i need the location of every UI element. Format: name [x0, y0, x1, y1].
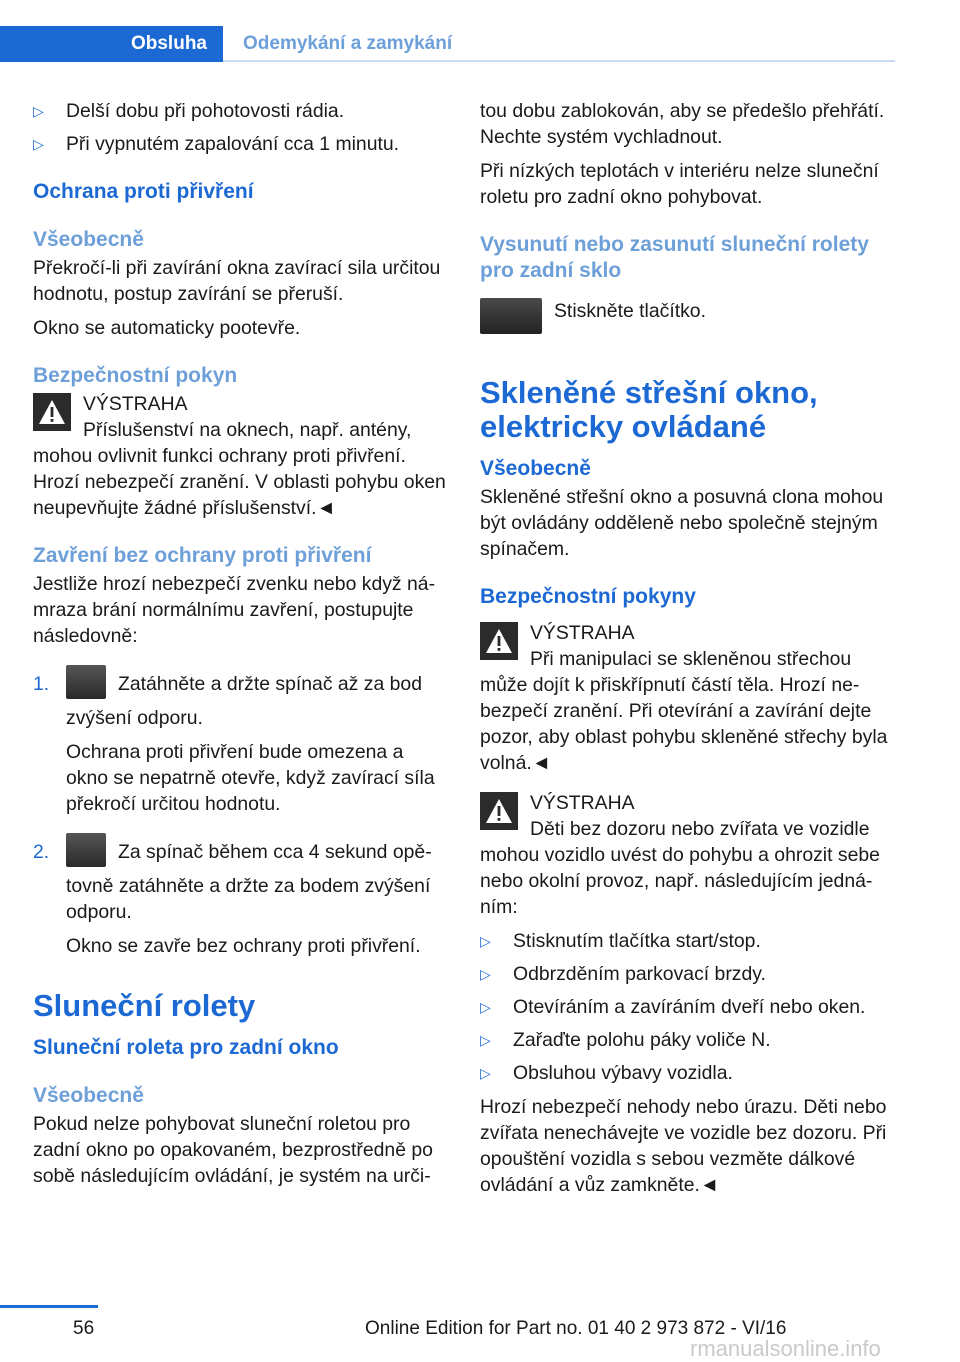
warning-text: mohou vozidlo uvést do pohybu a ohrozit sebe nebo okolní provoz, např. následujícím jedná- ním: [480, 844, 880, 918]
warning-line: Příslušenství na oknech, např. antény, [83, 419, 412, 441]
window-switch-icon [66, 665, 106, 699]
page-number: 56 [73, 1318, 95, 1339]
watermark: rmanualsonline.info [690, 1336, 881, 1361]
heading-slunecni-rolety: Sluneční rolety [33, 988, 256, 1023]
triangle-bullet-icon: ▷ [480, 933, 491, 949]
paragraph: Při nízkých teplotách v interiéru nelze sluneční roletu pro zadní okno pohybovat. [480, 160, 879, 208]
triangle-bullet-icon: ▷ [33, 136, 44, 152]
warning-title: VÝSTRAHA [530, 622, 635, 644]
list-item: ▷ Při vypnutém zapalování cca 1 minutu. [33, 133, 400, 155]
header-tabs [0, 26, 895, 62]
bullet-list [33, 98, 447, 157]
heading-vseobecne: Všeobecně [33, 228, 144, 251]
step-1: 1. Zatáhněte a držte spínač až za bod zvýšení odporu. Ochrana proti přivření bude omezena a okno se nepatrně otevře, když zavírací síla překročí určitou hodnotu. [33, 671, 447, 817]
tab-odemykani[interactable]: Odemykání a zamykání [243, 33, 453, 54]
heading-bezpecnostni-pokyn: Bezpečnostní pokyn [33, 364, 238, 387]
warning-text: mohou ovlivnit funkci ochrany proti přivření. Hrozí nebezpečí zranění. V oblasti pohybu oken neupevňujte žádné příslušenství.◄ [33, 445, 446, 519]
list-item: ▷ Stisknutím tlačítka start/stop. [480, 930, 761, 952]
paragraph: Pokud nelze pohybovat sluneční roletou pro zadní okno po opakovaném, bezprostředně po sobě následujícím ovládání, je systém na urči- [33, 1113, 433, 1187]
list-item: ▷ Obsluhou výbavy vozidla. [480, 1062, 733, 1084]
warning-triangle-icon [480, 792, 518, 830]
list-item: ▷ Delší dobu při pohotovosti rádia. [33, 100, 345, 122]
paragraph: Hrozí nebezpečí nehody nebo úrazu. Děti nebo zvířata nenechávejte ve vozidle bez dozoru. Při opouštění vozidla s sebou vezměte dálkové ovládání a vůz zamkněte.◄ [480, 1096, 887, 1196]
warning-text: může dojít k přiskřípnutí částí těla. Hrozí ne- bezpečí zranění. Při otevírání a zavírání dejte pozor, aby oblast pohybu skleněné střechy byla volná.◄ [480, 674, 888, 774]
paragraph: tou dobu zablokován, aby se předešlo přehřátí. Nechte systém vychladnout. [480, 100, 885, 148]
footer-rule [0, 1305, 98, 1308]
heading-roleta: Sluneční roleta pro zadní okno [33, 1036, 339, 1059]
warning-block [33, 391, 447, 521]
bullet-list [480, 928, 894, 1086]
warning-line: Při manipulaci se skleněnou střechou [530, 648, 852, 670]
triangle-bullet-icon: ▷ [480, 1032, 491, 1048]
paragraph: Překročí-li při zavírání okna zavírací sila určitou hodnotu, postup zavírání se přeruší. [33, 257, 441, 305]
list-item: ▷ Zařaďte polohu páky voliče N. [480, 1029, 771, 1051]
left-column [33, 98, 447, 1197]
list-item: ▷ Otevíráním a zavíráním dveří nebo oken. [480, 996, 866, 1018]
warning-title: VÝSTRAHA [530, 792, 635, 814]
heading-vseobecne: Všeobecně [480, 457, 591, 480]
window-switch-icon [66, 833, 106, 867]
warning-block [480, 790, 894, 920]
edition-text: Online Edition for Part no. 01 40 2 973 872 - VI/16 [365, 1318, 787, 1339]
warning-triangle-icon [33, 393, 71, 431]
heading-vysunuti: Vysunutí nebo zasunutí sluneční rolety pro zadní sklo [480, 233, 869, 282]
list-item: ▷ Odbrzděním parkovací brzdy. [480, 963, 766, 985]
tab-underline [223, 60, 895, 62]
paragraph: Jestliže hrozí nebezpečí zvenku nebo když ná- mraza brání normálnímu zavření, postupujte následovně: [33, 573, 436, 647]
triangle-bullet-icon: ▷ [480, 1065, 491, 1081]
triangle-bullet-icon: ▷ [480, 999, 491, 1015]
heading-zavreni: Zavření bez ochrany proti přivření [33, 544, 372, 567]
paragraph: Okno se automaticky pootevře. [33, 317, 301, 339]
warning-line: Děti bez dozoru nebo zvířata ve vozidle [530, 818, 870, 840]
heading-vseobecne: Všeobecně [33, 1084, 144, 1107]
warning-title: VÝSTRAHA [83, 393, 188, 415]
warning-block [480, 620, 894, 776]
tab-obsluha[interactable]: Obsluha [0, 26, 223, 62]
sunblind-button-icon [480, 298, 542, 334]
triangle-bullet-icon: ▷ [33, 103, 44, 119]
triangle-bullet-icon: ▷ [480, 966, 491, 982]
heading-ochrana: Ochrana proti přivření [33, 180, 254, 203]
right-column: tou dobu zablokován, aby se předešlo přehřátí. Nechte systém vychladnout. Při nízkých teplotách v interiéru nelze sluneční roletu pro zadní okno pohybovat. Vysunutí nebo zasunutí sluneční rolety pro zadní sklo Stiskněte tlačítko. Skleněné střešní okno, elektricky ovládané Všeobecně Skleněné střešní okno a posuvná clona mohou být ovládány odděleně nebo společně stejným spínačem. Bezpečnostní pokyny VÝSTRAHA Při manipulaci se skleněnou střechou může dojít k přiskřípnutí částí těla. Hrozí ne- bezpečí zranění. Při otevírání a zavírání dejte pozor, aby oblast pohybu skleněné střechy byla volná.◄ VÝSTRAHA Děti bez dozoru nebo zvířata ve vozidle mohou vozidlo uvést do pohybu a ohrozit sebe nebo okolní provoz, např. následujícím jedná- ním: ▷ Stisknutím tlačítka start/stop. ▷ Odbrzděním parkovací brzdy. ▷ Otevíráním a zavíráním dveří nebo oken. ▷ Zařaďte polohu páky voliče N. ▷ Obsluhou výbavy vozidla. Hrozí nebezpečí nehody nebo úrazu. Děti nebo zvířata nenechávejte ve vozidle bez dozoru. Při opouštění vozidla s sebou vezměte dálkové ovládání a vůz zamkněte.◄ [480, 98, 894, 1206]
paragraph: Skleněné střešní okno a posuvná clona mohou být ovládány odděleně nebo společně stejným spínačem. [480, 486, 884, 560]
heading-bezpecnostni-pokyny: Bezpečnostní pokyny [480, 585, 696, 608]
step-2: 2. Za spínač během cca 4 sekund opě- tovně zatáhněte a držte za bodem zvýšení odporu. Okno se zavře bez ochrany proti přivření. [33, 839, 447, 959]
warning-triangle-icon [480, 622, 518, 660]
heading-stresni-okno: Skleněné střešní okno, elektricky ovládané [480, 375, 818, 444]
